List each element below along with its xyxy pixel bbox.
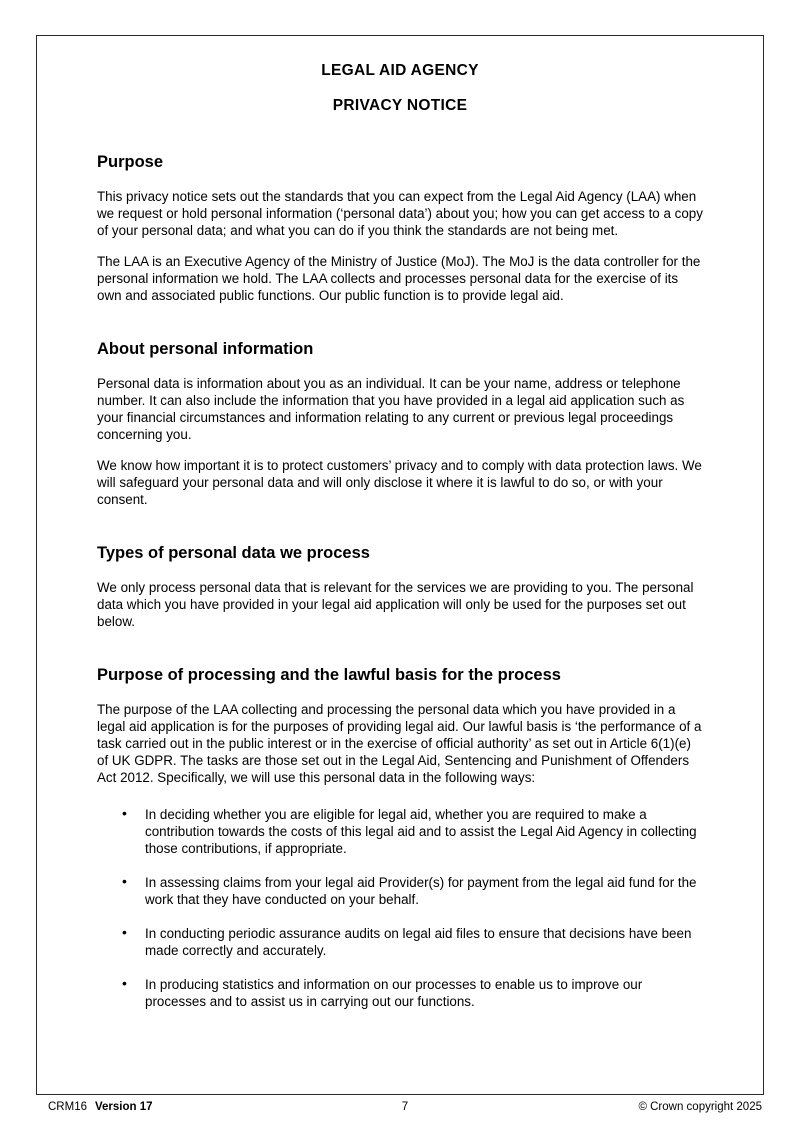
section-types-of-personal-data: [97, 544, 703, 630]
paragraph: We only process personal data that is relevant for the services we are providing to you. The personal data which you have provided in your legal aid application will only be used for the purposes set out below.: [97, 580, 694, 629]
document-subtitle: PRIVACY NOTICE: [332, 97, 468, 114]
section-about-personal-information: [97, 340, 703, 508]
section-heading-purpose: Purpose: [97, 153, 164, 171]
bullet-list: [97, 806, 703, 1010]
paragraph: Personal data is information about you as an individual. It can be your name, address or telephone number. It can also include the information that you have provided in a legal aid application such as your financial circumstances and information relating to any current or previous legal proceedings concerning you.: [97, 376, 685, 442]
section-heading-about-personal-information: About personal information: [97, 340, 314, 358]
doc-version: Version 17: [94, 1101, 153, 1113]
doc-code: CRM16: [48, 1101, 87, 1113]
page-number: 7: [401, 1101, 409, 1113]
section-purpose-of-processing: [97, 666, 703, 1010]
paragraph: The LAA is an Executive Agency of the Ministry of Justice (MoJ). The MoJ is the data controller for the personal information we hold. The LAA collects and processes personal data for the exercise of its own and associated public functions. Our public function is to provide legal aid.: [97, 254, 701, 303]
footer-document-code: [36, 1101, 402, 1113]
bullet-item: • In deciding whether you are eligible for legal aid, whether you are required to make a contribution towards the costs of this legal aid and to assist the Legal Aid Agency in collecting those contributions, if appropriate.: [122, 806, 703, 857]
section-purpose: [97, 153, 703, 304]
page-footer: [36, 1101, 764, 1113]
paragraph: We know how important it is to protect customers’ privacy and to comply with data protection laws. We will safeguard your personal data and will only disclose it where it is lawful to do so, or with your consent.: [97, 458, 702, 507]
paragraph: The purpose of the LAA collecting and processing the personal data which you have provided in a legal aid application is for the purposes of providing legal aid. Our lawful basis is ‘the performance of a task carried out in the public interest or in the exercise of official authority’ as set out in Article 6(1)(e) of UK GDPR. The tasks are those set out in the Legal Aid, Sentencing and Punishment of Offenders Act 2012. Specifically, we will use this personal data in the following ways:: [97, 702, 702, 785]
document-title: LEGAL AID AGENCY: [321, 62, 479, 79]
bullet-item: • In producing statistics and information on our processes to enable us to improve our processes and to assist us in carrying out our functions.: [122, 976, 703, 1010]
bullet-item: • In conducting periodic assurance audits on legal aid files to ensure that decisions have been made correctly and accurately.: [122, 925, 703, 959]
section-heading-purpose-of-processing: Purpose of processing and the lawful basis for the process: [97, 666, 561, 684]
bullet-item: • In assessing claims from your legal aid Provider(s) for payment from the legal aid fund for the work that they have conducted on your behalf.: [122, 874, 703, 908]
page-border: [36, 35, 764, 1095]
copyright-notice: © Crown copyright 2025: [638, 1101, 762, 1113]
section-heading-types-of-personal-data: Types of personal data we process: [97, 544, 370, 562]
paragraph: This privacy notice sets out the standards that you can expect from the Legal Aid Agency (LAA) when we request or hold personal information (‘personal data’) about you; how you can get access to a copy of your personal data; and what you can do if you think the standards are not being met.: [97, 189, 703, 238]
